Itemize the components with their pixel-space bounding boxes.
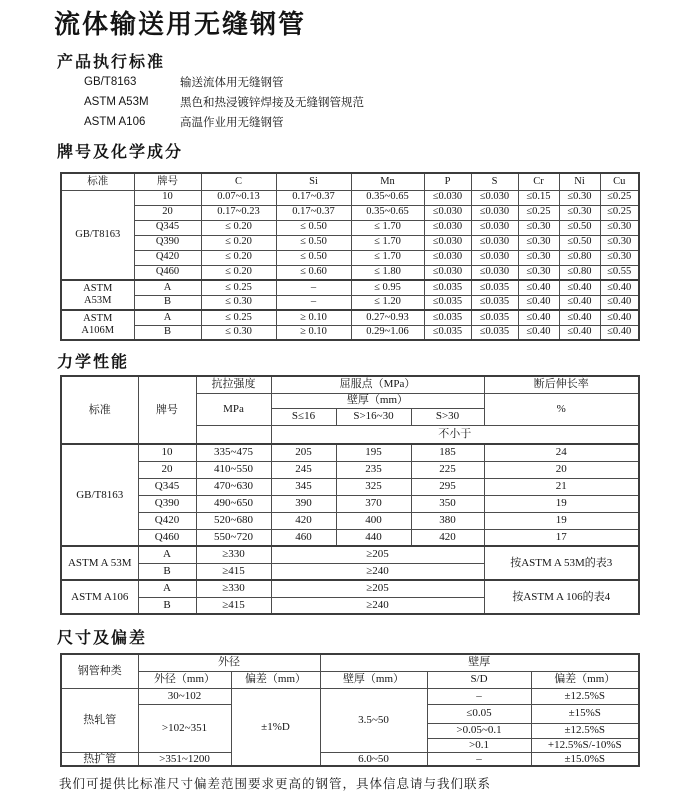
cell: ≥330 [196,580,271,597]
cell: ≤ 0.20 [201,250,276,265]
cell: ≤0.035 [424,280,471,295]
cell: 10 [138,444,196,461]
cell: ±1%D [231,688,320,766]
page-title: 流体输送用无缝钢管 [54,10,307,39]
cell: ≥240 [271,597,484,614]
cell: Q420 [138,512,196,529]
cell: ≤0.40 [559,325,600,340]
cell: ≤0.25 [600,205,639,220]
cell: ≤ 0.30 [201,325,276,340]
cell: 490~650 [196,495,271,512]
column-header: 屈服点（MPa） [271,376,484,393]
footer-text: 我们可提供比标准尺寸偏差范围要求更高的钢管，具体信息请与我们联系 [59,777,492,791]
table-row [61,250,639,265]
cell: ≥ 0.10 [276,310,351,325]
cell: B [134,325,201,340]
cell: ≤0.035 [471,310,518,325]
column-header: S [471,173,518,190]
cell: ≤0.40 [559,295,600,310]
table-row [61,220,639,235]
cell: ≤0.035 [424,325,471,340]
cell: ≤0.25 [518,205,559,220]
table-row [61,235,639,250]
cell: 235 [336,461,411,478]
cell: Q345 [134,220,201,235]
cell: ≤0.030 [424,250,471,265]
cell: +12.5%S/-10%S [531,738,639,752]
column-header: 不小于 [271,425,639,444]
standard-cell: ASTM A106 [61,580,138,614]
section-heading-chemistry: 牌号及化学成分 [57,144,184,161]
cell: ≤ 0.30 [201,295,276,310]
column-header: S>16~30 [336,408,411,425]
cell: ≤0.25 [600,190,639,205]
cell: 30~102 [138,688,231,704]
cell: ±15%S [531,704,639,723]
column-header: 偏差（mm） [531,671,639,688]
cell: ≤0.035 [471,325,518,340]
standard-line: ASTM [83,282,113,294]
standard-line: ASTM [83,312,113,324]
cell: B [134,295,201,310]
cell: ≤0.40 [518,295,559,310]
column-header: 牌号 [134,173,201,190]
table-row [61,529,639,546]
cell: Q460 [138,529,196,546]
cell: ≤0.030 [424,220,471,235]
cell: ≤0.15 [518,190,559,205]
cell: ≤ 0.20 [201,235,276,250]
cell: ≤ 0.50 [276,220,351,235]
cell: A [138,580,196,597]
cell: Q420 [134,250,201,265]
cell: ≤0.30 [559,205,600,220]
cell: ≤0.030 [424,190,471,205]
cell: 470~630 [196,478,271,495]
cell: 0.35~0.65 [351,190,424,205]
cell: ≤0.030 [471,250,518,265]
cell: ≤0.035 [424,310,471,325]
cell: 20 [484,461,639,478]
cell: ≤0.035 [471,280,518,295]
cell: ≤0.30 [518,265,559,280]
cell: 21 [484,478,639,495]
cell: Q460 [134,265,201,280]
cell: >351~1200 [138,752,231,766]
cell: Q345 [138,478,196,495]
column-header: S>30 [411,408,484,425]
standard-cell: ASTM A 53M [61,546,138,580]
cell: ≤0.30 [559,190,600,205]
table-row [61,512,639,529]
cell: ±12.5%S [531,723,639,738]
standard-line: A53M [84,295,112,306]
cell: B [138,563,196,580]
column-header: 壁厚（mm） [271,393,484,408]
cell: 550~720 [196,529,271,546]
column-header: 断后伸长率 [484,376,639,393]
cell: 400 [336,512,411,529]
section-heading-dimensions: 尺寸及偏差 [57,630,148,647]
table-row [61,495,639,512]
cell: ≤ 0.20 [201,220,276,235]
cell: ≤0.40 [600,295,639,310]
section-heading-standards: 产品执行标准 [57,54,166,71]
cell: ≤0.030 [424,235,471,250]
column-header: Mn [351,173,424,190]
column-header: P [424,173,471,190]
cell: ≤0.40 [600,310,639,325]
cell: ≤0.40 [518,325,559,340]
cell: ≤ 0.50 [276,250,351,265]
cell: ≤ 0.50 [276,235,351,250]
cell [196,425,271,444]
cell: >0.1 [427,738,531,752]
standard-code: ASTM A53M [84,96,149,108]
standard-cell: GB/T8163 [61,190,134,280]
table-row [61,752,639,766]
cell: 17 [484,529,639,546]
cell: >102~351 [138,704,231,752]
cell: 420 [411,529,484,546]
cell: 295 [411,478,484,495]
cell: 410~550 [196,461,271,478]
table-row [61,580,639,597]
cell: 440 [336,529,411,546]
cell: ≤0.50 [559,220,600,235]
cell: 335~475 [196,444,271,461]
standard-desc: 输送流体用无缝钢管 [180,77,284,89]
cell: A [134,280,201,295]
column-header: Cr [518,173,559,190]
cell: ≤0.030 [471,220,518,235]
cell: ≤0.30 [600,220,639,235]
table-header-row [61,654,639,671]
table-header-row [61,671,639,688]
cell: 24 [484,444,639,461]
cell: 0.17~0.23 [201,205,276,220]
cell: – [276,295,351,310]
cell: ±15.0%S [531,752,639,766]
cell: ≤0.40 [600,280,639,295]
cell: ≥205 [271,580,484,597]
cell: 345 [271,478,336,495]
cell: ≤ 1.80 [351,265,424,280]
cell: ≤0.030 [471,235,518,250]
cell: 0.17~0.37 [276,190,351,205]
cell: 520~680 [196,512,271,529]
cell: ≤0.30 [518,235,559,250]
cell: 380 [411,512,484,529]
section-heading-mechanics: 力学性能 [57,354,130,371]
cell: 245 [271,461,336,478]
standard-desc: 高温作业用无缝钢管 [180,117,284,129]
cell: 420 [271,512,336,529]
cell: ≤0.30 [518,220,559,235]
cell: ≤ 1.70 [351,220,424,235]
cell: Q390 [138,495,196,512]
cell: ≤0.035 [471,295,518,310]
cell: ≥240 [271,563,484,580]
standard-cell [61,280,134,310]
cell: ≤ 0.25 [201,280,276,295]
cell: ≤0.030 [424,205,471,220]
cell: 0.17~0.37 [276,205,351,220]
column-header: 标准 [61,376,138,444]
column-header: Cu [600,173,639,190]
cell: 350 [411,495,484,512]
table-row [61,546,639,563]
table-header-row [61,173,639,190]
cell: 205 [271,444,336,461]
column-header: 外径（mm） [138,671,231,688]
cell: ≤0.80 [559,250,600,265]
cell: 325 [336,478,411,495]
cell: 225 [411,461,484,478]
cell: B [138,597,196,614]
column-header: 壁厚 [320,654,639,671]
column-header: C [201,173,276,190]
pipe-kind-cell: 热轧管 [61,688,138,752]
cell: 185 [411,444,484,461]
table-row [61,461,639,478]
cell: 390 [271,495,336,512]
cell: 370 [336,495,411,512]
standard-desc: 黑色和热浸镀锌焊接及无缝钢管规范 [180,97,364,109]
standard-cell: GB/T8163 [61,444,138,546]
cell: 460 [271,529,336,546]
table-row [61,444,639,461]
column-header: 钢管种类 [61,654,138,688]
table-row [61,310,639,325]
column-header: 标准 [61,173,134,190]
cell: ±12.5%S [531,688,639,704]
list-item [84,112,364,132]
cell: 0.29~1.06 [351,325,424,340]
cell: 3.5~50 [320,688,427,752]
cell: 20 [138,461,196,478]
cell: 19 [484,495,639,512]
list-item [84,92,364,112]
table-row [61,325,639,340]
cell: ≤ 0.25 [201,310,276,325]
table-row [61,478,639,495]
cell: ≥ 0.10 [276,325,351,340]
table-row [61,295,639,310]
cell: ≤0.035 [424,295,471,310]
list-item [84,72,364,92]
cell: 195 [336,444,411,461]
cell: ≤0.30 [600,235,639,250]
cell: ≤0.30 [600,250,639,265]
cell: A [138,546,196,563]
column-header: 外径 [138,654,320,671]
standards-list [84,72,364,132]
table-row [61,688,639,704]
cell: – [427,688,531,704]
table-row [61,205,639,220]
cell: – [427,752,531,766]
standard-code: ASTM A106 [84,116,146,128]
cell: ≤ 0.95 [351,280,424,295]
table-row [61,265,639,280]
standard-line: A106M [81,325,115,336]
dimensions-tolerance-table [60,653,640,767]
cell: ≤ 1.70 [351,250,424,265]
cell: ≤ 1.20 [351,295,424,310]
cell: ≥415 [196,563,271,580]
cell: ≤0.40 [559,310,600,325]
cell: ≤0.40 [518,280,559,295]
cell: A [134,310,201,325]
cell: ≤0.030 [471,205,518,220]
cell: ≤0.030 [471,190,518,205]
cell: Q390 [134,235,201,250]
table-header-row [61,376,639,393]
cell: 20 [134,205,201,220]
cell: 0.35~0.65 [351,205,424,220]
standard-code: GB/T8163 [84,76,137,88]
cell: ≤ 0.60 [276,265,351,280]
column-header: S≤16 [271,408,336,425]
cell: ≤0.40 [518,310,559,325]
column-header: MPa [196,393,271,425]
cell: ≥415 [196,597,271,614]
cell: – [276,280,351,295]
cell: >0.05~0.1 [427,723,531,738]
table-row [61,280,639,295]
pipe-kind-cell: 热扩管 [61,752,138,766]
column-header: 抗拉强度 [196,376,271,393]
cell: ≤0.50 [559,235,600,250]
cell: ≤0.030 [471,265,518,280]
cell: ≤ 1.70 [351,235,424,250]
column-header: 偏差（mm） [231,671,320,688]
column-header: Ni [559,173,600,190]
cell: ≤0.05 [427,704,531,723]
cell: ≤0.80 [559,265,600,280]
cell: ≤ 0.20 [201,265,276,280]
column-header: Si [276,173,351,190]
cell: ≤0.40 [559,280,600,295]
table-row [61,190,639,205]
column-header: 牌号 [138,376,196,444]
cell: 19 [484,512,639,529]
mechanical-properties-table [60,375,640,615]
cell: ≥330 [196,546,271,563]
column-header: 壁厚（mm） [320,671,427,688]
column-header: % [484,393,639,425]
cell: ≤0.40 [600,325,639,340]
note-cell: 按ASTM A 106的表4 [484,580,639,614]
standard-cell [61,310,134,340]
column-header: S/D [427,671,531,688]
cell: ≤0.30 [518,250,559,265]
cell: 0.27~0.93 [351,310,424,325]
cell: 10 [134,190,201,205]
cell: 6.0~50 [320,752,427,766]
cell: 0.07~0.13 [201,190,276,205]
note-cell: 按ASTM A 53M的表3 [484,546,639,580]
cell: ≥205 [271,546,484,563]
chemical-composition-table [60,172,640,341]
cell: ≤0.030 [424,265,471,280]
cell: ≤0.55 [600,265,639,280]
